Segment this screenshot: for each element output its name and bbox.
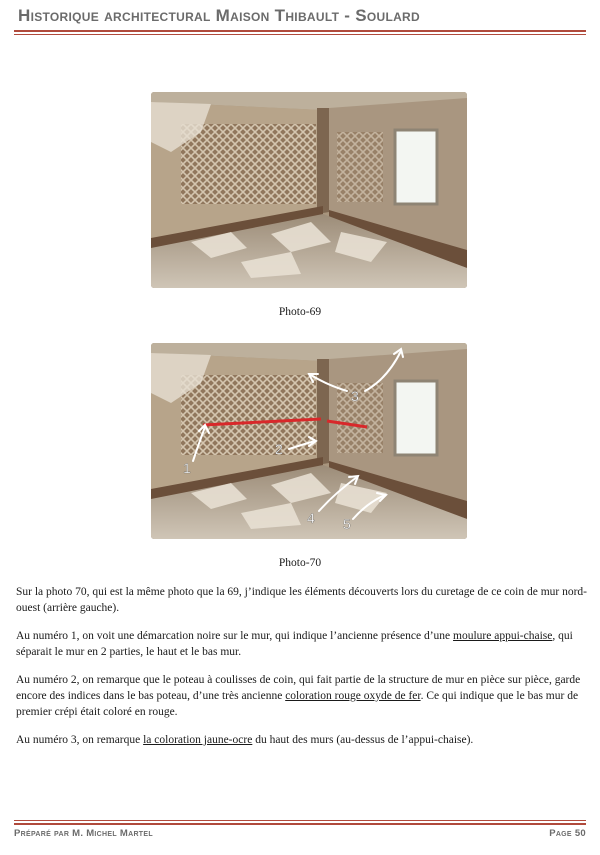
photo-70-image: [151, 343, 467, 539]
paragraph-1: [16, 584, 594, 616]
underlined-term-coloration-rouge: coloration rouge oxyde de fer: [285, 690, 421, 702]
annotation-label: 2: [275, 441, 283, 457]
paragraph-3: [16, 672, 594, 720]
annotation-label: 4: [307, 510, 315, 526]
page-header-title: Historique architectural Maison Thibault - Soulard: [18, 6, 420, 25]
photo-70: [151, 343, 467, 539]
paragraph-text: Au numéro 2, on remarque que le poteau à coulisses de coin, qui fait partie de la structure de mur en pièce sur pièce, garde encore des indices dans le bas poteau, d’une très ancienne: [16, 674, 581, 702]
paragraph-text: Au numéro 1, on voit une démarcation noire sur le mur, qui indique l’ancienne présence d’une: [16, 630, 454, 642]
underlined-term-jaune-ocre: la coloration jaune-ocre: [143, 734, 253, 746]
page-number: Page 50: [549, 828, 586, 839]
footer-rule: [14, 823, 586, 825]
paragraph-text: du haut des murs (au-dessus de l’appui-chaise).: [252, 734, 474, 746]
photo-70-caption: Photo-70: [278, 557, 322, 569]
paragraph-text: Au numéro 3, on remarque: [16, 734, 144, 746]
paragraph-text: , qui séparait le mur en 2 parties, le haut et le bas mur.: [16, 630, 573, 658]
photo-69-image: [151, 92, 467, 288]
header-rule-thin: [14, 34, 586, 35]
paragraph-2: [16, 628, 594, 660]
photo-69-caption: Photo-69: [278, 306, 322, 318]
footer-author: Préparé par M. Michel Martel: [14, 828, 153, 839]
header-rule: [14, 30, 586, 32]
annotation-label: 3: [351, 388, 359, 404]
paragraph-text: Sur la photo 70, qui est la même photo que la 69, j’indique les éléments découverts lors du curetage de ce coin de mur nord-ouest (arrière gauche).: [16, 586, 588, 614]
paragraph-4: [16, 732, 594, 748]
photo-69: [151, 92, 467, 288]
underlined-term-moulure: moulure appui-chaise: [453, 630, 553, 642]
annotation-label: 1: [183, 460, 191, 476]
annotation-label: 5: [343, 516, 351, 532]
paragraph-text: . Ce qui indique que le bas mur de premier crépi était coloré en rouge.: [16, 690, 579, 718]
footer-rule-thin: [14, 820, 586, 821]
